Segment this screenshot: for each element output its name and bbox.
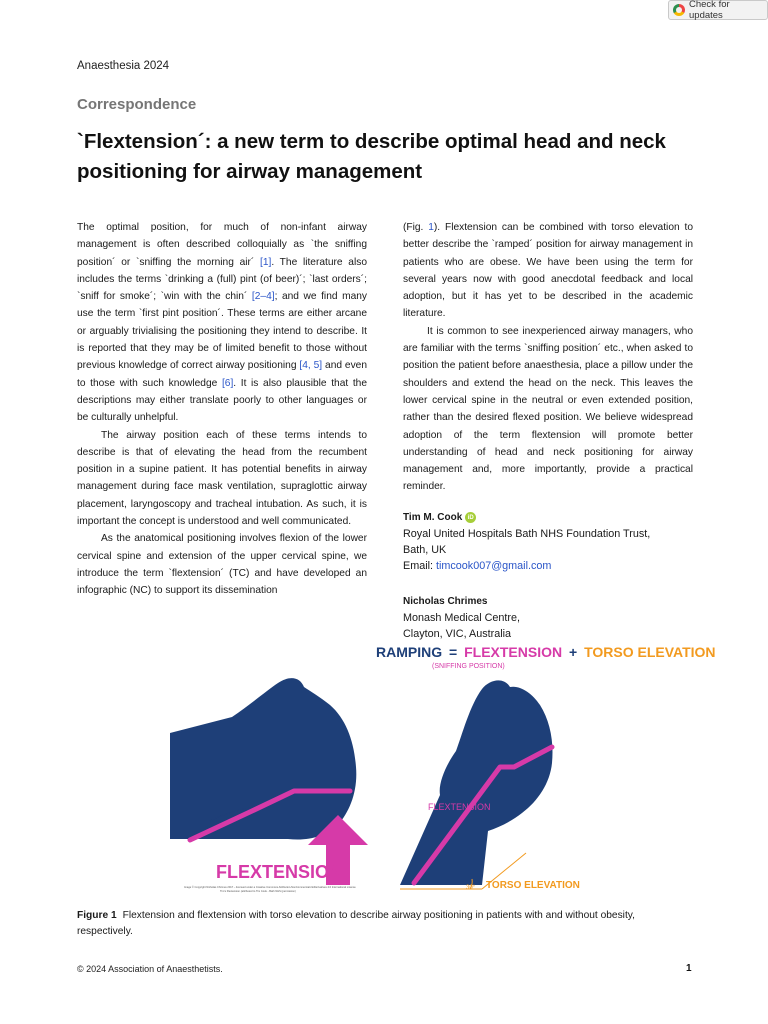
flextension-illustration xyxy=(170,678,368,885)
author-affiliation: Monash Medical Centre, xyxy=(403,611,521,624)
section-label: Correspondence xyxy=(77,96,197,113)
body-column-right xyxy=(403,219,693,642)
angle-label: 30° xyxy=(466,885,476,891)
author-block-1 xyxy=(403,510,693,574)
text-run: (Fig. xyxy=(403,222,429,233)
label-flextension-large: FLEXTENSION xyxy=(216,862,343,882)
reference-link-2-4[interactable]: [2–4] xyxy=(251,291,275,303)
text-run: ). Flextension can be combined with torso elevation to better describe the `ramped´ position for airway management in patients who are obese. We have been using the term for several years now with good anecdotal feedback and local adoption, but it has yet to be described in the academic literature. xyxy=(403,222,693,320)
reference-link-6[interactable]: [6] xyxy=(221,377,234,389)
figure-credit-line-2: Tim's Flextension (attributed to Tim Cook - Bath NHS (permission) xyxy=(220,890,296,893)
author-email-row xyxy=(403,558,693,574)
text-run: . It is also plausible that the descriptions may either translate poorly to other languages or be culturally unhelpful. xyxy=(77,377,368,424)
heading-sniffing-position: (SNIFFING POSITION) xyxy=(432,663,505,670)
heading-torso-elevation: TORSO ELEVATION xyxy=(584,644,716,660)
author-name: Nicholas Chrimes xyxy=(403,595,488,607)
author-name xyxy=(403,510,693,526)
author-location: Clayton, VIC, Australia xyxy=(403,627,512,640)
caption-label: Figure 1 xyxy=(77,910,117,921)
author-location: Bath, UK xyxy=(403,543,447,556)
article-title: `Flextension´: a new term to describe optimal head and neck positioning for airway management xyxy=(77,130,666,183)
text-run: The optimal position, for much of non-infant airway management is often described colloquially as `the sniffing position´ or `sniffing the morning air´ xyxy=(77,222,367,268)
reference-link-4-5[interactable]: [4, 5] xyxy=(299,360,323,372)
check-for-updates-button[interactable] xyxy=(668,0,768,20)
label-torso-elevation: TORSO ELEVATION xyxy=(486,880,580,891)
figure-link-1[interactable]: 1 xyxy=(428,222,434,233)
page-number: 1 xyxy=(686,963,692,974)
email-label: Email: xyxy=(403,559,436,572)
email-link[interactable]: timcook007@gmail.com xyxy=(436,559,552,572)
ramping-illustration xyxy=(400,680,580,891)
figure-caption xyxy=(77,908,692,939)
text-run: and even to those with such knowledge xyxy=(77,360,368,389)
label-flextension-small: FLEXTENSION xyxy=(428,802,491,812)
body-column-left xyxy=(77,219,367,600)
check-for-updates-label: Check for updates xyxy=(689,0,730,21)
caption-text: Flextension and flextension with torso elevation to describe airway positioning in patients with and without obesity, respectively. xyxy=(77,910,635,937)
text-run: ; and we find many use the term `first pint position´. These terms are either arcane or arguably trivialising the positioning they intend to describe. It is reported that they may be of limited benefit to those without previous knowledge of correct airway positioning xyxy=(77,291,367,372)
copyright-footer: © 2024 Association of Anaesthetists. xyxy=(77,964,223,974)
heading-plus: + xyxy=(569,644,578,660)
figure-credit-line-1: Image © Copyright Nicholas Chrimes 2017 – licensed under a Creative Commons Attribution-NonCommercial-NoDerivatives 4.0 International License xyxy=(184,886,356,889)
figure-infographic xyxy=(170,635,716,895)
heading-ramping: RAMPING xyxy=(376,644,443,660)
body-paragraph-3: As the anatomical positioning involves flexion of the lower cervical spine and extension of the upper cervical spine, we introduce the term `flextension´ (TC) and have developed an infographic (NC) to support its dissemination xyxy=(77,533,367,597)
crossmark-icon xyxy=(673,4,685,16)
reference-link-1[interactable]: [1] xyxy=(260,256,272,268)
journal-header: Anaesthesia 2024 xyxy=(77,60,170,72)
body-paragraph-5: It is common to see inexperienced airway managers, who are familiar with the terms `sniffing position´ etc., when asked to position the patient before anaesthesia, place a pillow under the shoulders and extend the head on the neck. This leaves the lower cervical spine in the neutral or even extended position, rather than the desired flexed position. We believe widespread adoption of the term flextension will promote better understanding of head and neck positioning for airway management and, more importantly, provide a practical reminder. xyxy=(403,325,693,493)
author-affiliation: Royal United Hospitals Bath NHS Foundation Trust, xyxy=(403,527,651,540)
author-name-text: Tim M. Cook xyxy=(403,511,463,523)
text-run: . The literature also includes the terms `drinking a (full) pint (of beer)´; `last orders´; `sniff for smoke´; `win with the chin´ xyxy=(77,256,367,303)
figure-heading xyxy=(376,644,716,660)
orcid-icon[interactable]: iD xyxy=(465,512,476,523)
heading-equals: = xyxy=(449,644,458,660)
body-paragraph-2: The airway position each of these terms intends to describe is that of elevating the head from the recumbent position in a supine patient. It has potential benefits in airway management during face mask ventilation, supraglottic airway placement, laryngoscopy and tracheal intubation. As such, it is important the concept is understood and well communicated. xyxy=(77,429,367,528)
heading-flextension: FLEXTENSION xyxy=(464,644,563,660)
body-paragraph-4 xyxy=(403,219,693,323)
body-paragraph-1 xyxy=(77,219,367,427)
